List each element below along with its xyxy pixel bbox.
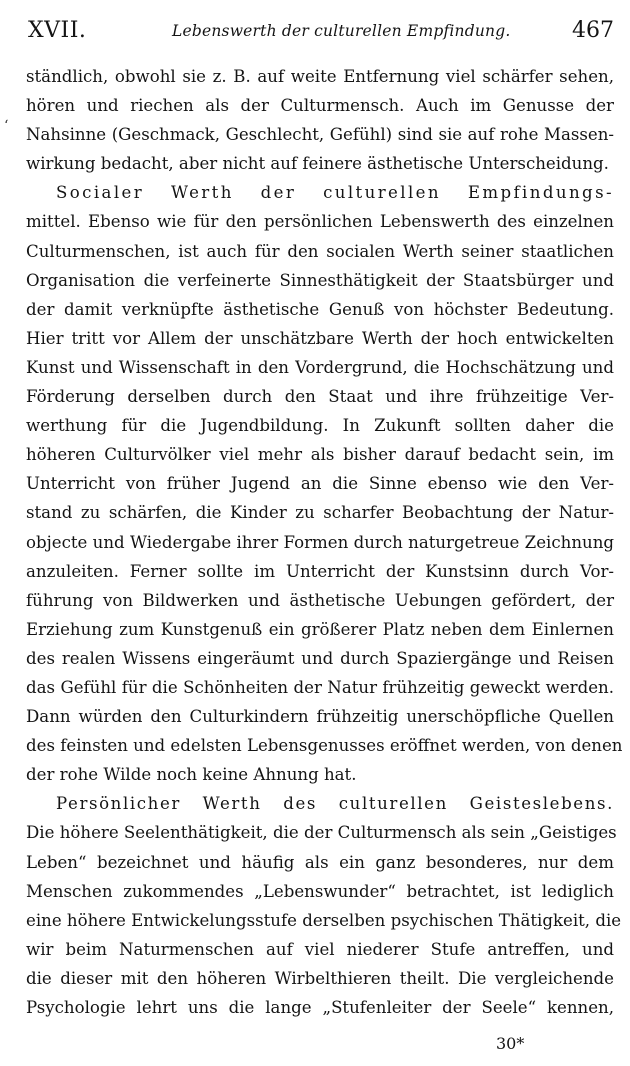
text-line: Die höhere Seelenthätigkeit, die der Culturmensch als sein „Geistiges: [26, 823, 617, 843]
text-line: objecte und Wiedergabe ihrer Formen durch naturgetreue Zeichnung: [26, 532, 614, 552]
text-line: des feinsten und edelsten Lebensgenusses eröffnet werden, von denen: [26, 736, 623, 756]
text-line: Nahsinne (Geschmack, Geschlecht, Gefühl) sind sie auf rohe Massen-: [26, 125, 614, 145]
text-line: Kunst und Wissenschaft in den Vordergrund, die Hochschätzung und: [26, 357, 614, 377]
text-line: höheren Culturvölker viel mehr als bisher darauf bedacht sein, im: [26, 445, 614, 465]
text-line: Hier tritt vor Allem der unschätzbare Werth der hoch entwickelten: [26, 328, 614, 348]
section-heading-personal-value: Persönlicher Werth des culturellen Geisteslebens.: [56, 794, 614, 814]
text-line: stand zu schärfen, die Kinder zu scharfer Beobachtung der Natur-: [26, 503, 614, 523]
text-line: anzuleiten. Ferner sollte im Unterricht der Kunstsinn durch Vor-: [26, 561, 614, 581]
text-line: Leben“ bezeichnet und häufig als ein ganz besonderes, nur dem: [26, 852, 614, 872]
text-line: Organisation die verfeinerte Sinnesthätigkeit der Staatsbürger und: [26, 270, 614, 290]
text-line: werthung für die Jugendbildung. In Zukunft sollten daher die: [26, 416, 614, 436]
text-line: Förderung derselben durch den Staat und ihre frühzeitige Ver-: [26, 387, 614, 407]
printer-signature-mark: 30*: [496, 1034, 525, 1053]
text-line: die dieser mit den höheren Wirbelthieren theilt. Die vergleichende: [26, 968, 614, 988]
text-line: wirkung bedacht, aber nicht auf feinere ästhetische Unterscheidung.: [26, 154, 609, 174]
text-line: Erziehung zum Kunstgenuß ein größerer Platz neben dem Einlernen: [26, 619, 614, 639]
text-line: der rohe Wilde noch keine Ahnung hat.: [26, 765, 357, 785]
body-text: [26, 62, 623, 1022]
text-line: eine höhere Entwickelungsstufe derselben psychischen Thätigkeit, die: [26, 910, 622, 930]
running-title: Lebenswerth der culturellen Empfindung.: [172, 22, 511, 40]
text-line: das Gefühl für die Schönheiten der Natur frühzeitig geweckt werden.: [26, 677, 614, 697]
text-line: mittel. Ebenso wie für den persönlichen Lebenswerth des einzelnen: [26, 212, 614, 232]
section-heading-social-value: Socialer Werth der culturellen Empfindungs-: [56, 183, 614, 203]
text-line: ständlich, obwohl sie z. B. auf weite Entfernung viel schärfer sehen,: [26, 67, 614, 86]
text-line: hören und riechen als der Culturmensch. Auch im Genusse der: [26, 96, 614, 116]
page-number: 467: [572, 18, 614, 43]
text-line: Dann würden den Culturkindern frühzeitig unerschöpfliche Quellen: [26, 707, 614, 727]
text-line: des realen Wissens eingeräumt und durch Spaziergänge und Reisen: [26, 648, 614, 668]
chapter-number: XVII.: [28, 18, 87, 43]
text-line: der damit verknüpfte ästhetische Genuß von höchster Bedeutung.: [26, 299, 614, 319]
text-line: führung von Bildwerken und ästhetische Uebungen gefördert, der: [26, 590, 614, 610]
text-line: Psychologie lehrt uns die lange „Stufenleiter der Seele“ kennen,: [26, 998, 614, 1017]
margin-mark: ʻ: [4, 118, 9, 134]
running-head: [22, 18, 618, 52]
text-line: Menschen zukommendes „Lebenswunder“ betrachtet, ist lediglich: [26, 881, 614, 901]
text-line: Unterricht von früher Jugend an die Sinne ebenso wie den Ver-: [26, 474, 614, 494]
text-line: wir beim Naturmenschen auf viel niederer Stufe antreffen, und: [26, 939, 614, 959]
text-line: Culturmenschen, ist auch für den socialen Werth seiner staatlichen: [26, 241, 614, 261]
